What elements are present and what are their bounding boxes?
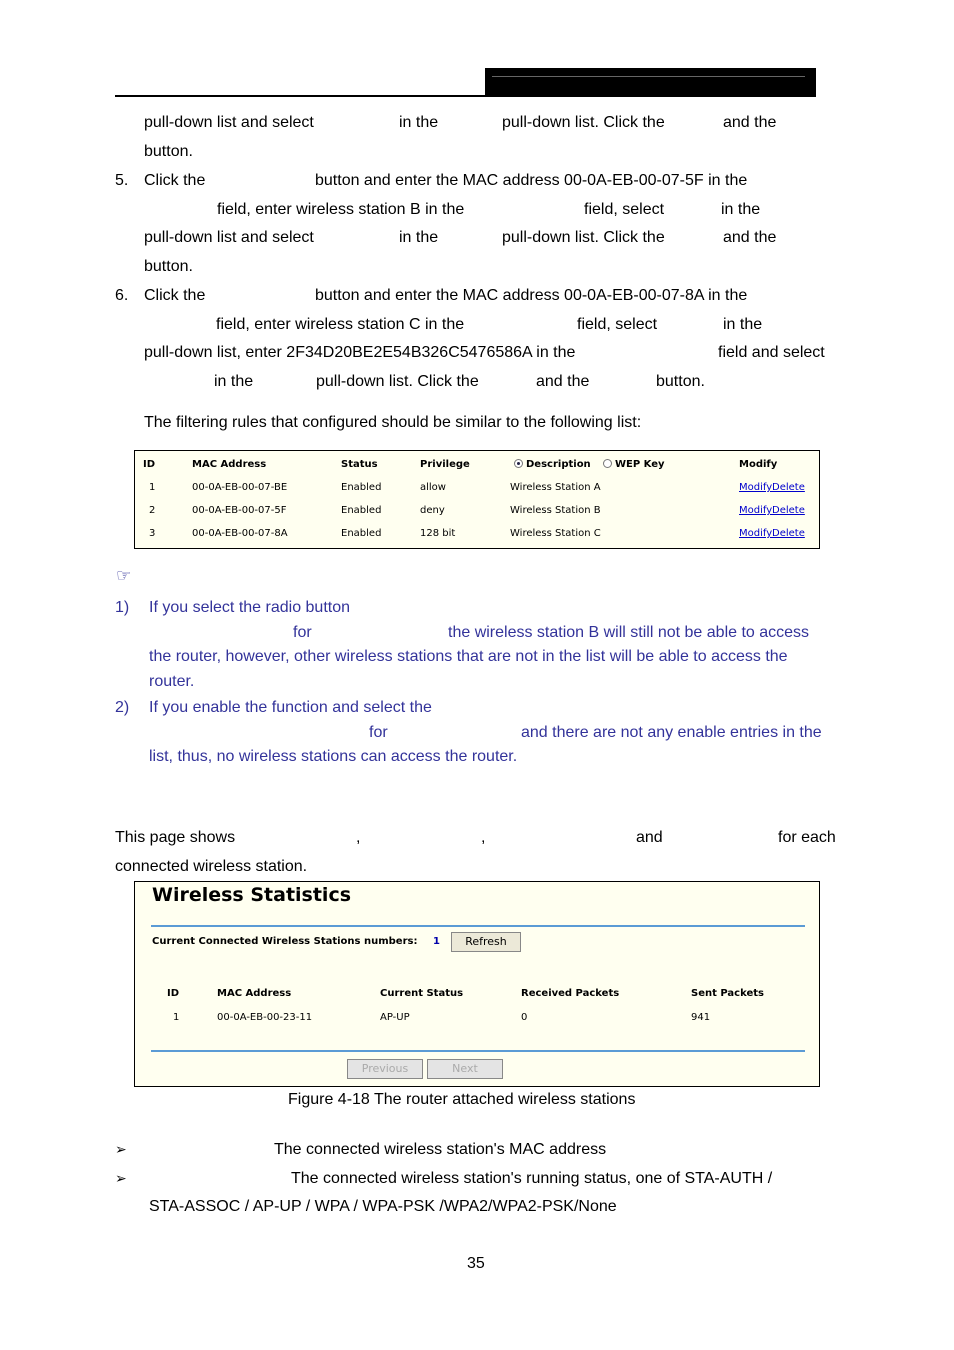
header-bar <box>485 68 816 97</box>
step6-text: field, enter wireless station C in the <box>216 316 465 333</box>
row3-status: Enabled <box>341 528 382 539</box>
stats-intro-text: , <box>356 829 361 846</box>
row2-mac: 00-0A-EB-00-07-5F <box>192 505 287 516</box>
previous-button[interactable]: Previous <box>347 1059 423 1079</box>
row1-description: Wireless Station A <box>510 482 601 493</box>
wireless-statistics-panel <box>134 881 820 1087</box>
step4-text: in the <box>399 114 439 131</box>
note2-text: and there are not any enable entries in the <box>521 724 822 741</box>
station-count-label: Current Connected Wireless Stations numbers: <box>152 936 418 947</box>
step4-text: pull-down list and select <box>144 114 314 131</box>
row-id: 1 <box>173 1012 180 1023</box>
step6-number: 6. <box>115 287 129 304</box>
row-received: 0 <box>521 1012 528 1023</box>
header-rule <box>115 95 485 97</box>
bullet-text: The connected wireless station's MAC address <box>274 1141 607 1158</box>
station-count-value: 1 <box>433 936 440 947</box>
bullet-text: The connected wireless station's running status, one of STA-AUTH / <box>291 1170 773 1187</box>
description-radio[interactable] <box>514 459 591 471</box>
title-divider <box>151 925 805 927</box>
row1-delete-link[interactable]: Delete <box>772 482 805 493</box>
row3-description: Wireless Station C <box>510 528 601 539</box>
row2-modify-link[interactable]: Modify <box>739 505 773 516</box>
col-header-sent: Sent Packets <box>691 988 764 999</box>
step6-text: in the <box>723 316 763 333</box>
col-header-id: ID <box>143 459 156 470</box>
row-mac: 00-0A-EB-00-23-11 <box>217 1012 313 1023</box>
row1-mac: 00-0A-EB-00-07-BE <box>192 482 288 493</box>
stats-intro-text: connected wireless station. <box>115 858 308 875</box>
step6-text: pull-down list, enter 2F34D20BE2E54B326C5476586A in the <box>144 344 576 361</box>
step6-text: pull-down list. Click the <box>316 373 479 390</box>
wep-key-radio[interactable] <box>603 459 665 471</box>
step6-text: field, select <box>577 316 658 333</box>
col-header-privilege: Privilege <box>420 459 470 470</box>
col-header-received: Received Packets <box>521 988 620 999</box>
step5-text: pull-down list. Click the <box>502 229 665 246</box>
row-sent: 941 <box>691 1012 711 1023</box>
step5-number: 5. <box>115 172 129 189</box>
note1-text: for <box>293 624 312 641</box>
arrow-bullet-icon: ➢ <box>115 1141 127 1157</box>
row-status: AP-UP <box>380 1012 410 1023</box>
step4-text: button. <box>144 143 193 160</box>
note1-text: router. <box>149 673 195 690</box>
row3-modify-link[interactable]: Modify <box>739 528 773 539</box>
col-header-status: Status <box>341 459 378 470</box>
col-header-mac: MAC Address <box>192 459 267 470</box>
row2-id: 2 <box>149 505 156 516</box>
step5-text: field, enter wireless station B in the <box>217 201 465 218</box>
step5-text: button. <box>144 258 193 275</box>
col-header-modify: Modify <box>739 459 778 470</box>
next-button[interactable]: Next <box>427 1059 503 1079</box>
row2-status: Enabled <box>341 505 382 516</box>
row3-privilege: 128 bit <box>420 528 456 539</box>
stats-intro-text: , <box>481 829 486 846</box>
description-radio-label: Description <box>526 459 591 470</box>
row1-modify-link[interactable]: Modify <box>739 482 773 493</box>
col-header-status: Current Status <box>380 988 464 999</box>
note1-number: 1) <box>115 599 130 616</box>
row3-delete-link[interactable]: Delete <box>772 528 805 539</box>
row2-description: Wireless Station B <box>510 505 601 516</box>
step5-text: field, select <box>584 201 665 218</box>
panel-title: Wireless Statistics <box>152 884 352 906</box>
stats-intro-text: This page shows <box>115 829 236 846</box>
step5-text: in the <box>721 201 761 218</box>
col-header-id: ID <box>167 988 180 999</box>
note2-text: If you enable the function and select the <box>149 699 432 716</box>
row1-privilege: allow <box>420 482 446 493</box>
stats-intro-text: for each <box>778 829 836 846</box>
stats-intro-text: and <box>636 829 663 846</box>
bottom-divider <box>151 1050 805 1052</box>
step6-text: and the <box>536 373 590 390</box>
step6-text: button and enter the MAC address 00-0A-EB-00-07-8A in the <box>315 287 748 304</box>
filter-rules-panel <box>134 450 820 549</box>
bullet-text: STA-ASSOC / AP-UP / WPA / WPA-PSK /WPA2/WPA2-PSK/None <box>149 1198 617 1215</box>
row2-privilege: deny <box>420 505 445 516</box>
step5-text: in the <box>399 229 439 246</box>
note1-text: the router, however, other wireless stations that are not in the list will be able to access the <box>149 648 788 665</box>
step6-text: Click the <box>144 287 206 304</box>
step4-text: pull-down list. Click the <box>502 114 665 131</box>
step4-text: and the <box>723 114 777 131</box>
header-bar-line <box>492 76 805 77</box>
filter-intro: The filtering rules that configured should be similar to the following list: <box>144 414 642 431</box>
step5-text: Click the <box>144 172 206 189</box>
step5-text: and the <box>723 229 777 246</box>
row2-delete-link[interactable]: Delete <box>772 505 805 516</box>
row1-status: Enabled <box>341 482 382 493</box>
step5-text: button and enter the MAC address 00-0A-EB-00-07-5F in the <box>315 172 748 189</box>
row1-id: 1 <box>149 482 156 493</box>
pointing-hand-icon: ☞ <box>116 566 132 586</box>
row3-id: 3 <box>149 528 156 539</box>
step6-text: in the <box>214 373 254 390</box>
wep-key-radio-label: WEP Key <box>615 459 665 470</box>
step6-text: button. <box>656 373 705 390</box>
col-header-mac: MAC Address <box>217 988 292 999</box>
row3-mac: 00-0A-EB-00-07-8A <box>192 528 288 539</box>
note2-number: 2) <box>115 699 130 716</box>
note1-text: the wireless station B will still not be able to access <box>448 624 810 641</box>
radio-unselected-icon <box>603 459 612 468</box>
arrow-bullet-icon: ➢ <box>115 1170 127 1186</box>
note1-text: If you select the radio button <box>149 599 351 616</box>
radio-selected-icon <box>514 459 523 468</box>
step6-text: field and select <box>718 344 825 361</box>
note2-text: list, thus, no wireless stations can access the router. <box>149 748 518 765</box>
note2-text: for <box>369 724 388 741</box>
step5-text: pull-down list and select <box>144 229 314 246</box>
page-number: 35 <box>467 1255 485 1272</box>
refresh-button[interactable]: Refresh <box>451 932 521 952</box>
figure-caption: Figure 4-18 The router attached wireless stations <box>288 1091 636 1108</box>
